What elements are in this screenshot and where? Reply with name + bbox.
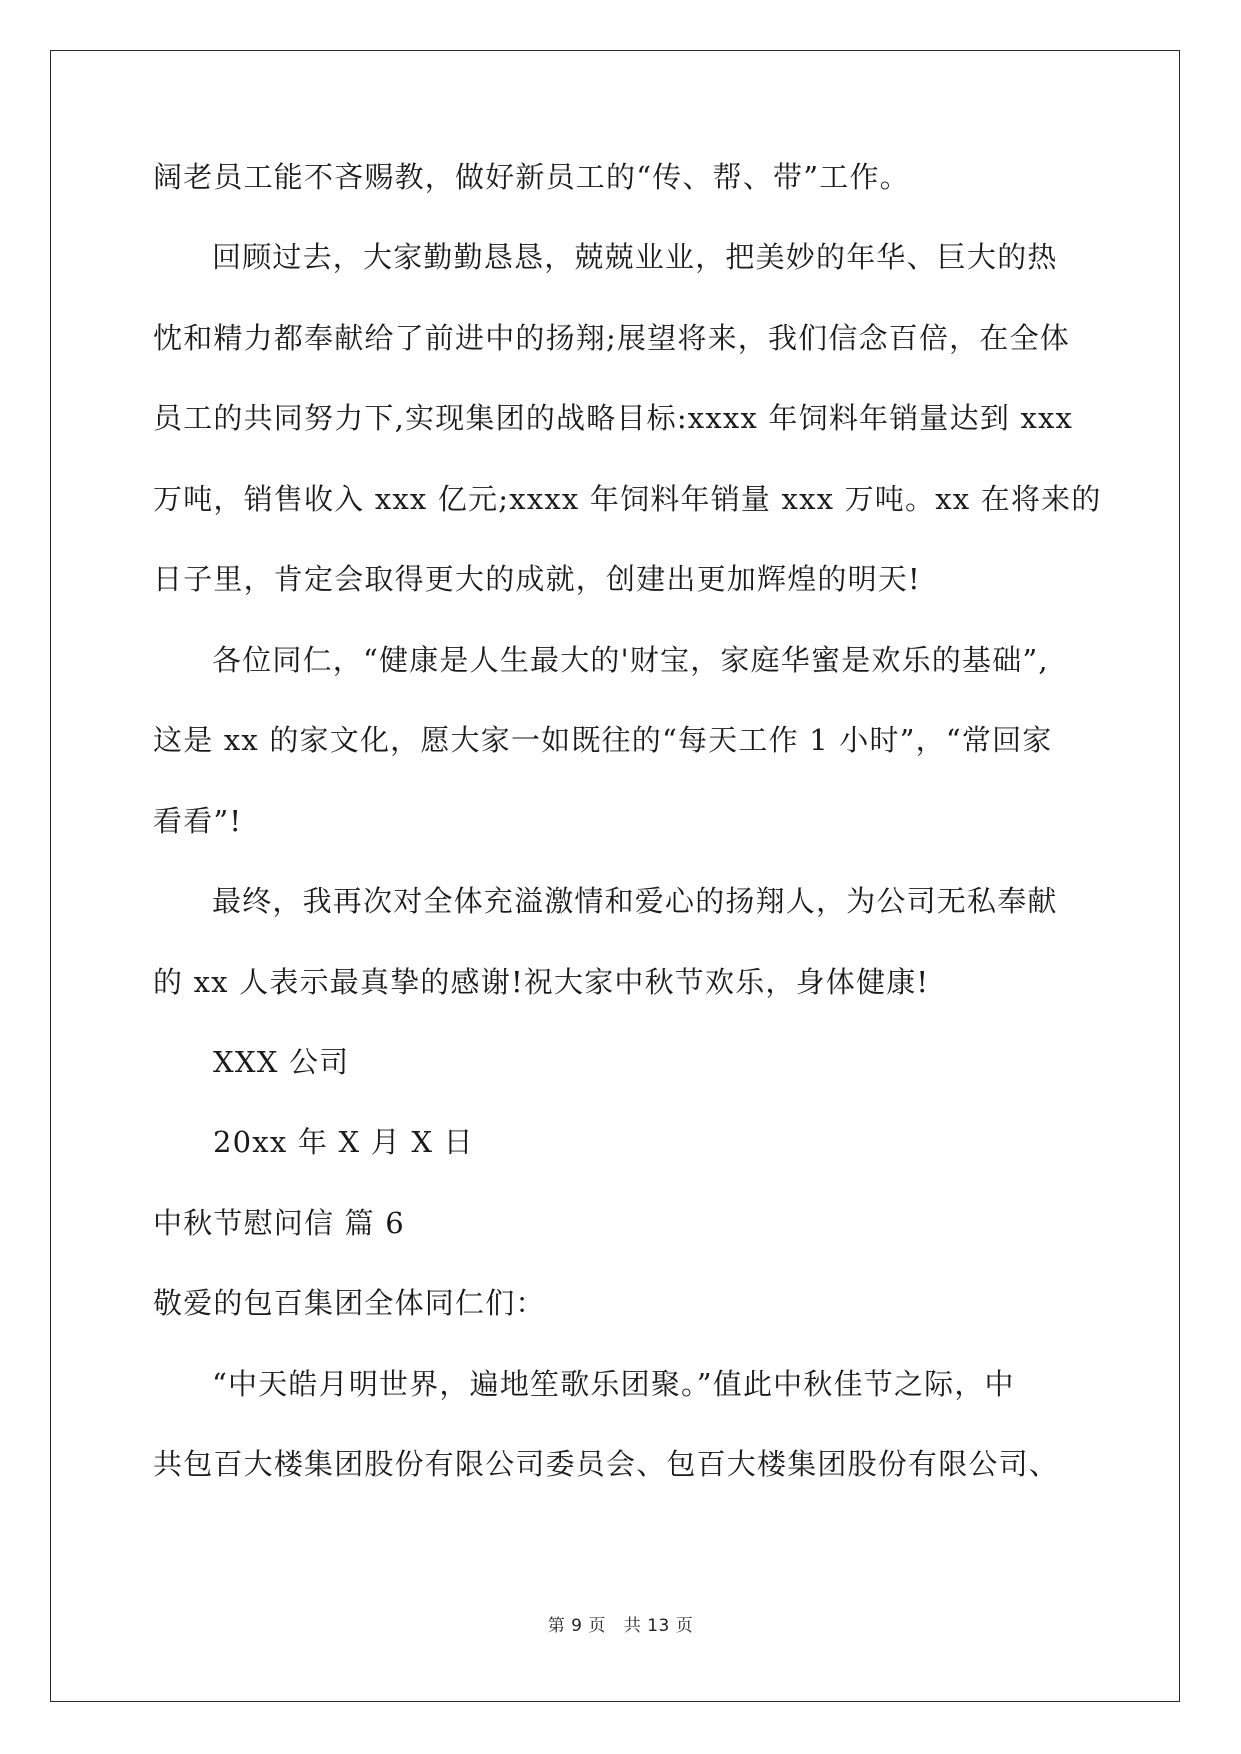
paragraph-start-line: 最终，我再次对全体充溢激情和爱心的扬翔人，为公司无私奉献	[212, 884, 1058, 918]
text-line: 万吨，销售收入 xxx 亿元;xxxx 年饲料年销量 xxx 万吨。xx 在将来的	[153, 482, 1102, 516]
text-line: 的 xx 人表示最真挚的感谢!祝大家中秋节欢乐，身体健康!	[153, 965, 930, 999]
page-footer	[0, 1614, 1241, 1638]
section-heading: 中秋节慰问信 篇 6	[153, 1206, 405, 1240]
salutation: 敬爱的包百集团全体同仁们：	[153, 1286, 546, 1320]
text-line: 这是 xx 的家文化，愿大家一如既往的“每天工作 1 小时”，“常回家	[153, 723, 1053, 757]
signature-date: 20xx 年 X 月 X 日	[213, 1125, 474, 1159]
paragraph-start-line: “中天皓月明世界，遍地笙歌乐团聚。”值此中秋佳节之际，中	[212, 1367, 1015, 1401]
page-number: 第 9 页	[547, 1616, 606, 1636]
text-line: 看看”!	[153, 804, 243, 838]
text-line: 日子里，肯定会取得更大的成就，创建出更加辉煌的明天!	[153, 562, 921, 596]
text-line: 共包百大楼集团股份有限公司委员会、包百大楼集团股份有限公司、	[153, 1447, 1060, 1481]
page-total: 共 13 页	[623, 1616, 694, 1636]
signature-company: XXX 公司	[213, 1045, 350, 1079]
paragraph-start-line: 各位同仁，“健康是人生最大的'财宝，家庭华蜜是欢乐的基础”,	[212, 643, 1049, 677]
text-line: 忱和精力都奉献给了前进中的扬翔;展望将来，我们信念百倍，在全体	[153, 321, 1070, 355]
text-line: 阔老员工能不吝赐教，做好新员工的“传、帮、带”工作。	[153, 160, 910, 194]
paragraph-start-line: 回顾过去，大家勤勤恳恳，兢兢业业，把美妙的年华、巨大的热	[212, 240, 1058, 274]
text-line: 员工的共同努力下,实现集团的战略目标:xxxx 年饲料年销量达到 xxx	[153, 401, 1074, 435]
